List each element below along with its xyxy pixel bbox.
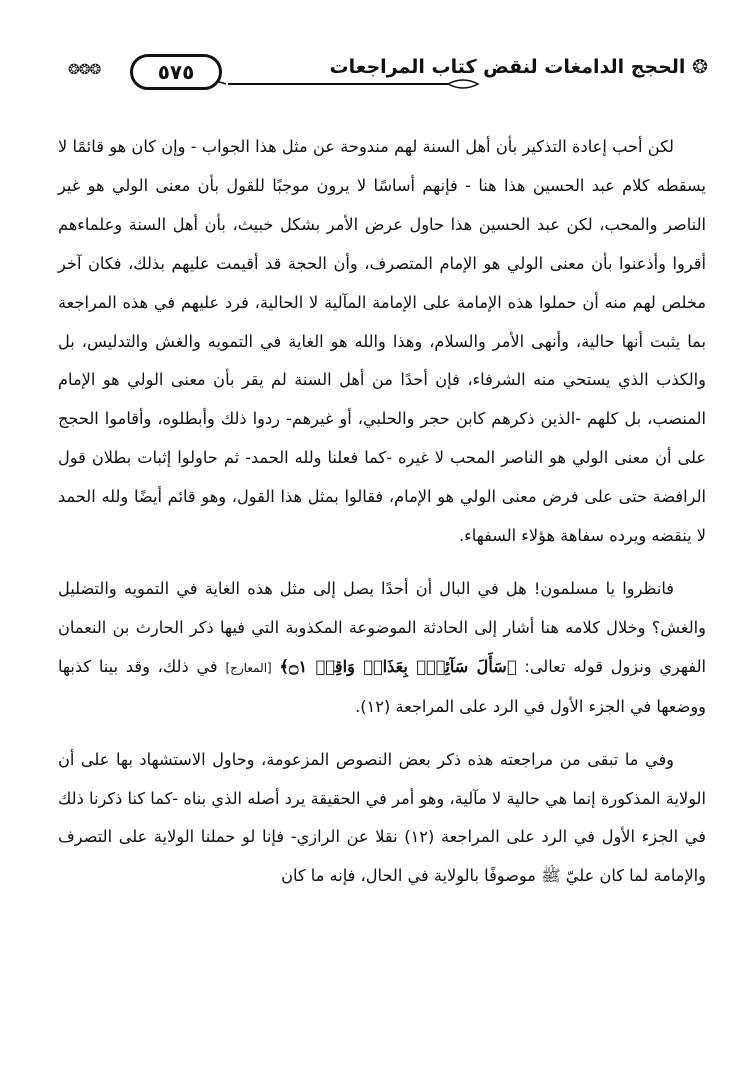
paragraph-2-outro: في ذلك، وقد بينا كذبها ووضعها في الجزء الأول في الرد على المراجعة (١٢). bbox=[58, 656, 706, 716]
paragraph-gap bbox=[58, 727, 706, 741]
running-title-ornament: ❂ bbox=[692, 56, 708, 78]
paragraph-gap bbox=[58, 556, 706, 570]
body-text bbox=[58, 128, 706, 896]
paragraph-1: لكن أحب إعادة التذكير بأن أهل السنة لهم مندوحة عن مثل هذا الجواب - وإن كان هو قائمًا لا يسقطه كلام عبد الحسين هذا هنا - فإنهم أساسًا لا يرون موجبًا للقول بأن معنى الولي هو غير الناصر والمحب، لكن عبد الحسين هذا حاول عرض الأمر بشكل خبيث، بأن أهل السنة وعلماءهم أقروا وأذعنوا بأن معنى الولي هو الإمام المتصرف، وأن الحجة قد أقيمت عليهم بذلك، فكان آخر مخلص لهم منه أن حملوا هذه الإمامة على الإمامة المآلية لا الحالية، فرد عليهم في هذه المراجعة بما يثبت أنها حالية، وأنهى الأمر والسلام، وهذا والله هو الغاية في التمويه والغش والتدليس، بل والكذب الذي يستحي منه الشرفاء، فإن أحدًا من أهل السنة لم يقر بأن معنى الولي هو الإمام المنصب، بل كلهم -الذين ذكرهم كابن حجر والحلبي، أو غيرهم- ردوا ذلك وأبطلوه، وأقاموا الحجج على أن معنى الولي هو الناصر المحب لا غيره -كما فعلنا ولله الحمد- ثم حاولوا إثبات بطلان قول الرافضة حتى على فرض معنى الولي هو الإمام، فقالوا بمثل هذا القول، وهو قائم أيضًا ولله الحمد لا ينقضه ويرده سفاهة هؤلاء السفهاء. bbox=[58, 137, 706, 546]
paragraph-2 bbox=[58, 570, 706, 727]
running-header bbox=[68, 52, 708, 98]
paragraph-3: وفي ما تبقى من مراجعته هذه ذكر بعض النصوص المزعومة، وحاول الاستشهاد بها على أن الولاية المذكورة إنما هي حالية لا مآلية، وهو أمر في الحقيقة يرد أصله الذي بناه -كما كنا ذكرنا ذلك في الجزء الأول في الرد على المراجعة (١٢) نقلا عن الرازي- فإنا لو حملنا الولاية على التصرف والإمامة لما كان عليّ ﷺ موصوفًا بالولاية في الحال، فإنه ما كان bbox=[58, 749, 706, 886]
surah-reference: [المعارج] bbox=[225, 660, 272, 675]
page-number: ٥٧٥ bbox=[130, 54, 222, 90]
header-ornament-left: ❂❂❂ bbox=[68, 62, 101, 78]
running-title bbox=[330, 56, 708, 78]
paragraph-2-intro: فانظروا يا مسلمون! هل في البال أن أحدًا يصل إلى مثل هذه الغاية في التمويه والتضليل والغش؟ وخلال كلامه هنا أشار إلى الحادثة الموضوعة المكذوبة التي فيها ذكر الحارث بن النعمان الفهري ونزول قوله تعالى: bbox=[58, 578, 707, 676]
running-title-text: الحجج الدامغات لنقض كتاب المراجعات bbox=[329, 56, 686, 78]
quran-verse: ﴿سَأَلَ سَآئِلٌۢ بِعَذَابٖ وَاقِعٖ ۝١﴾ bbox=[279, 656, 517, 676]
